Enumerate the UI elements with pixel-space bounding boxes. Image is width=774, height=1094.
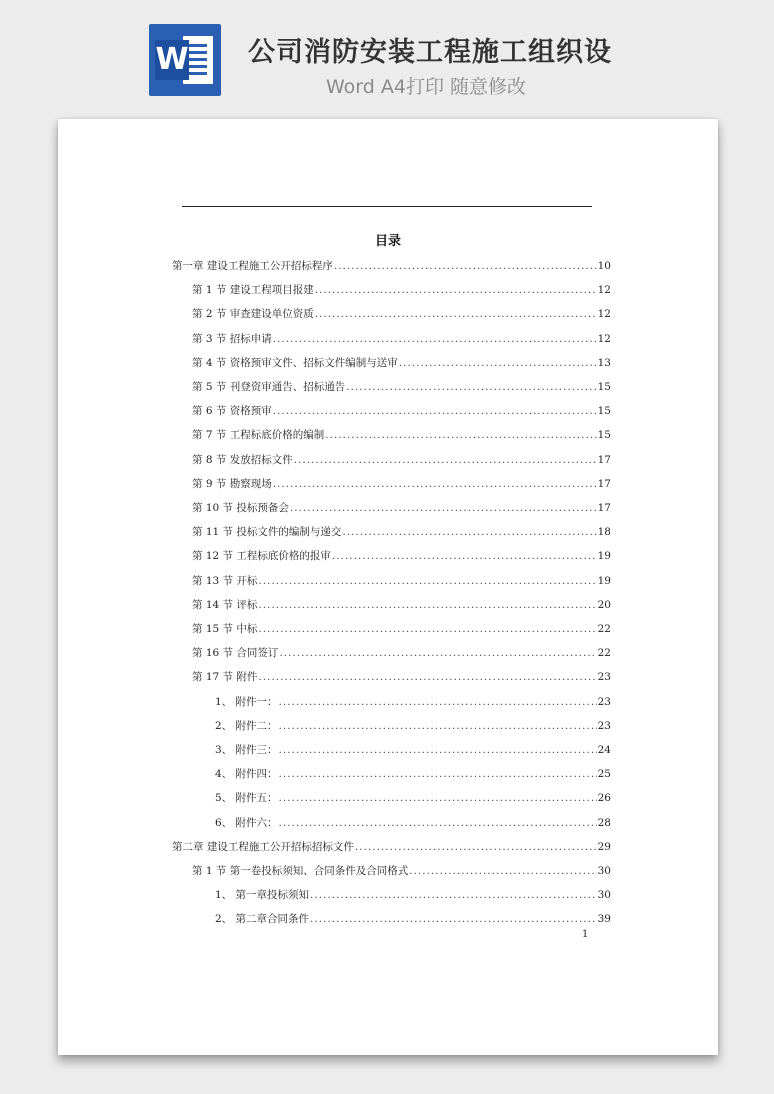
toc-leader-dots (273, 404, 597, 418)
toc-entry[interactable] (215, 739, 611, 757)
toc-entry[interactable] (192, 570, 611, 588)
word-document-icon (149, 24, 221, 96)
toc-entry-label: 2、 附件二： (215, 719, 278, 732)
toc-leader-dots (294, 453, 597, 467)
document-subtitle: Word A4打印 随意修改 (326, 76, 527, 98)
toc-entry-label: 第 1 节 第一卷投标须知、合同条件及合同格式 (192, 865, 409, 877)
toc-leader-dots (334, 259, 597, 273)
toc-entry-page: 15 (597, 429, 611, 442)
toc-entry-page: 17 (597, 453, 611, 466)
toc-entry-page: 19 (597, 574, 611, 587)
toc-entry-page: 15 (597, 381, 611, 393)
toc-entry[interactable] (172, 836, 611, 854)
toc-entry-label: 第 1 节 建设工程项目报建 (192, 284, 314, 297)
toc-leader-dots (399, 356, 597, 370)
header-rule (182, 206, 592, 207)
toc-entry-page: 18 (597, 526, 611, 539)
toc-entry-label: 2、 第二章合同条件 (215, 913, 310, 926)
toc-leader-dots (342, 525, 596, 539)
toc-entry-label: 第 8 节 发放招标文件 (192, 453, 293, 466)
toc-entry[interactable] (192, 328, 611, 346)
toc-entry-label: 第 6 节 资格预审 (192, 405, 272, 418)
document-page (58, 119, 718, 1055)
toc-entry[interactable] (192, 400, 611, 418)
toc-entry[interactable] (215, 691, 611, 709)
toc-leader-dots (355, 840, 597, 854)
toc-entry[interactable] (192, 497, 611, 515)
toc-leader-dots (258, 598, 596, 612)
toc-entry-label: 第 7 节 工程标底价格的编制 (192, 429, 325, 442)
toc-leader-dots (315, 283, 597, 297)
toc-entry-page: 10 (597, 260, 611, 272)
toc-entry-page: 17 (597, 502, 611, 514)
toc-leader-dots (273, 332, 597, 346)
toc-entry-page: 29 (597, 840, 611, 853)
toc-entry[interactable] (172, 255, 611, 273)
toc-entry-page: 15 (597, 405, 611, 418)
toc-entry-page: 12 (597, 284, 611, 297)
toc-entry-page: 22 (597, 647, 611, 660)
toc-entry[interactable] (192, 473, 611, 491)
toc-entry-label: 第二章 建设工程施工公开招标招标文件 (172, 840, 354, 853)
toc-entry-page: 25 (597, 768, 611, 781)
toc-leader-dots (346, 380, 596, 394)
toc-entry-label: 第 17 节 附件 (192, 671, 258, 684)
toc-entry-page: 20 (597, 598, 611, 611)
toc-entry-page: 30 (597, 889, 611, 902)
toc-entry[interactable] (192, 521, 611, 539)
toc-entry-label: 5、 附件五： (215, 792, 278, 805)
toc-leader-dots (315, 307, 597, 321)
toc-entry-label: 第 9 节 勘察现场 (192, 477, 272, 490)
toc-entry-page: 30 (597, 865, 611, 877)
toc-entry-label: 第 12 节 工程标底价格的报审 (192, 550, 331, 563)
toc-leader-dots (279, 767, 597, 781)
toc-entry[interactable] (215, 715, 611, 733)
toc-entry-page: 12 (597, 308, 611, 321)
toc-entry-label: 1、 第一章投标须知 (215, 889, 310, 902)
toc-entry[interactable] (192, 642, 611, 660)
toc-entry[interactable] (192, 376, 611, 394)
toc-entry-label: 6、 附件六： (215, 816, 278, 829)
toc-leader-dots (279, 719, 597, 733)
toc-entry-page: 24 (597, 744, 611, 756)
toc-leader-dots (279, 646, 596, 660)
toc-entry[interactable] (192, 594, 611, 612)
toc-entry-page: 28 (597, 816, 611, 829)
toc-leader-dots (258, 574, 596, 588)
toc-entry-label: 1、 附件一： (215, 695, 278, 708)
toc-entry-label: 第 13 节 开标 (192, 574, 258, 587)
toc-entry-page: 13 (597, 356, 611, 369)
toc-entry-label: 第 11 节 投标文件的编制与递交 (192, 526, 342, 539)
toc-leader-dots (273, 477, 597, 491)
toc-entry-page: 39 (597, 913, 611, 926)
header (0, 0, 774, 110)
toc-entry-label: 第 10 节 投标预备会 (192, 502, 289, 514)
toc-leader-dots (409, 864, 596, 878)
toc-leader-dots (279, 816, 597, 830)
toc-leader-dots (279, 791, 597, 805)
toc-entry[interactable] (215, 812, 611, 830)
toc-entry-page: 22 (597, 623, 611, 635)
page-number: 1 (582, 929, 589, 940)
document-title: 公司消防安装工程施工组织设 (248, 37, 612, 68)
toc-entry[interactable] (192, 449, 611, 467)
toc-entry-label: 第 2 节 审查建设单位资质 (192, 308, 314, 321)
toc-entry-label: 第 3 节 招标申请 (192, 332, 272, 345)
toc-entry[interactable] (215, 884, 611, 902)
toc-entry-label: 第一章 建设工程施工公开招标程序 (172, 260, 333, 272)
toc-entry-label: 3、 附件三： (215, 744, 278, 756)
toc-entry[interactable] (215, 787, 611, 805)
toc-entry[interactable] (215, 763, 611, 781)
toc-entry-label: 第 4 节 资格预审文件、招标文件编制与送审 (192, 356, 398, 369)
toc-entry-page: 19 (597, 550, 611, 563)
toc-leader-dots (279, 743, 597, 757)
toc-leader-dots (279, 695, 597, 709)
toc-entry[interactable] (192, 352, 611, 370)
toc-entry-page: 23 (597, 695, 611, 708)
toc-entry[interactable] (192, 666, 611, 684)
toc-entry[interactable] (192, 424, 611, 442)
toc-entry-page: 23 (597, 671, 611, 684)
toc-entry[interactable] (192, 860, 611, 878)
toc-heading: 目录 (374, 234, 401, 249)
toc-entry-page: 26 (597, 792, 611, 805)
toc-leader-dots (290, 501, 597, 515)
toc-leader-dots (325, 428, 596, 442)
toc-entry[interactable] (192, 279, 611, 297)
toc-entry-page: 17 (597, 477, 611, 490)
toc-leader-dots (310, 912, 597, 926)
toc-entry[interactable] (215, 908, 611, 926)
toc-leader-dots (258, 622, 596, 636)
toc-entry-label: 4、 附件四： (215, 768, 278, 781)
toc-entry[interactable] (192, 545, 611, 563)
toc-entry-label: 第 5 节 刊登资审通告、招标通告 (192, 381, 346, 393)
toc-leader-dots (310, 888, 597, 902)
toc-entry-label: 第 16 节 合同签订 (192, 647, 279, 660)
word-letter: W (155, 40, 189, 80)
toc-leader-dots (332, 549, 597, 563)
toc-entry-label: 第 14 节 评标 (192, 598, 258, 611)
toc-entry[interactable] (192, 618, 611, 636)
toc-entry[interactable] (192, 303, 611, 321)
toc-entry-label: 第 15 节 中标 (192, 623, 258, 635)
toc-leader-dots (258, 670, 596, 684)
toc-entry-page: 23 (597, 719, 611, 732)
toc-entry-page: 12 (597, 332, 611, 345)
